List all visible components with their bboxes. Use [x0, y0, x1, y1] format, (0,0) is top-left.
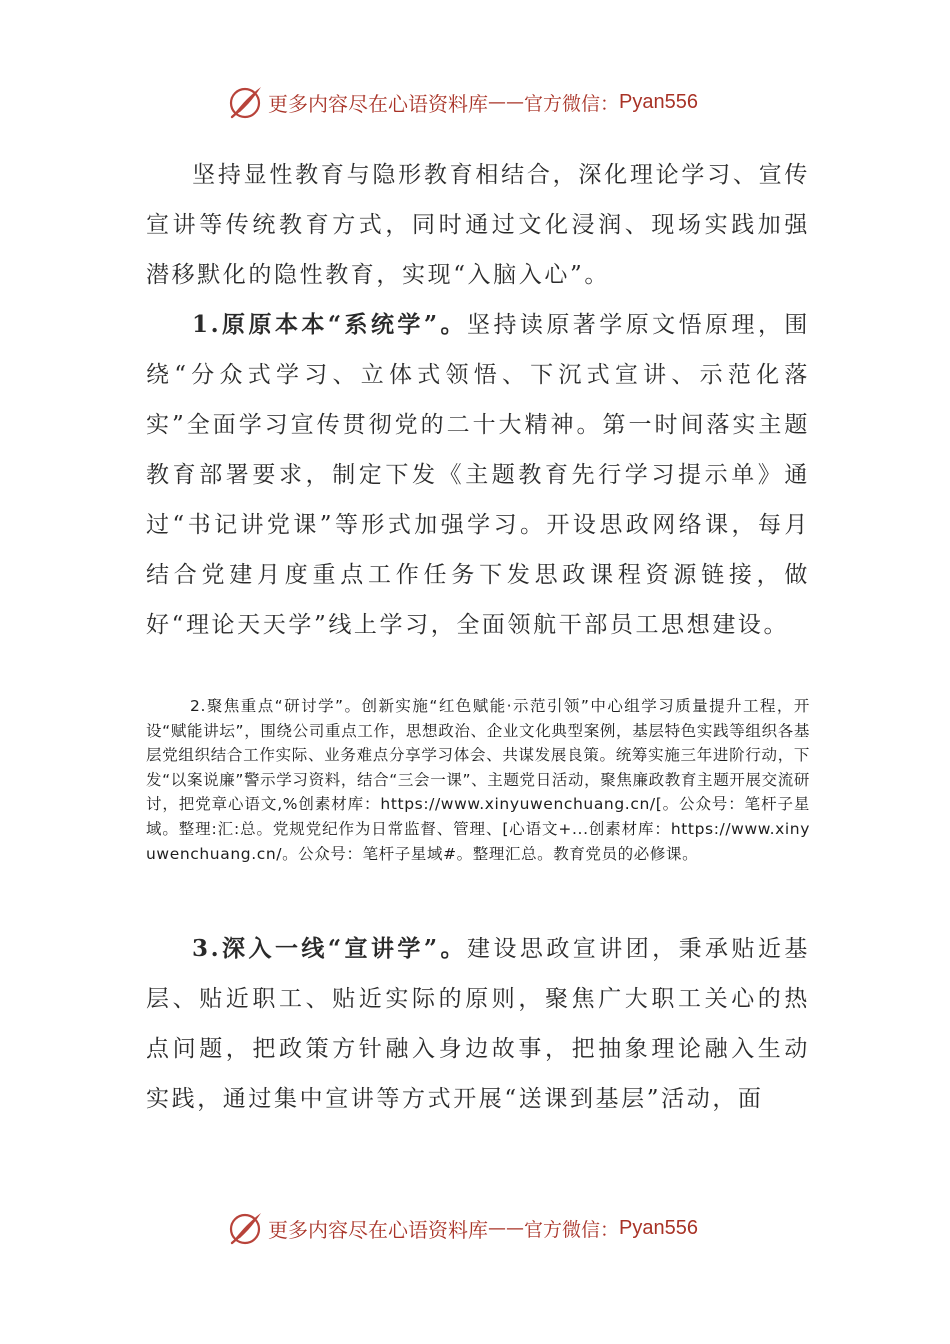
- quill-pen-logo-icon: [228, 84, 264, 120]
- item3-heading: 3.深入一线“宣讲学”。: [192, 935, 468, 962]
- item2-text: 2.聚焦重点“研讨学”。创新实施“红色赋能·示范引领”中心组学习质量提升工程，开设“赋能讲坛”，围绕公司重点工作，思想政治、企业文化典型案例，基层特色实践等组织各基层党组织结合工作实际、业务难点分享学习体会、共谋发展良策。统筹实施三年进阶行动，下发“以案说廉”警示学习资料，结合“三会一课”、主题党日活动，聚焦廉政教育主题开展交流研讨，把党章心语文,%创素材库：https://www.xinyuwenchuang.cn/[。公众号：笔杆子星域。整理:汇:总。党规党纪作为日常监督、管理、[心语文+...创素材库：https://www.xinyuwenchuang.cn/。公众号：笔杆子星域#。整理汇总。教育党员的必修课。: [146, 697, 810, 863]
- banner-wechat-id: Pyan556: [619, 90, 698, 113]
- banner-separator: ——: [488, 91, 524, 113]
- item3-paragraph: [146, 924, 810, 1124]
- banner-brand: 更多内容尽在心语资料库: [268, 91, 488, 116]
- banner-label: 官方微信：: [524, 1218, 620, 1241]
- header-banner: [228, 82, 748, 122]
- intro-paragraph: [146, 150, 810, 300]
- item1-heading: 1.原原本本“系统学”。: [192, 311, 468, 338]
- banner-wechat-id: Pyan556: [619, 1216, 698, 1239]
- item1-text: 坚持读原著学原文悟原理，围绕“分众式学习、立体式领悟、下沉式宣讲、示范化落实”全面学习宣传贯彻党的二十大精神。第一时间落实主题教育部署要求，制定下发《主题教育先行学习提示单》通过“书记讲党课”等形式加强学习。开设思政网络课，每月结合党建月度重点工作任务下发思政课程资源链接，做好“理论天天学”线上学习，全面领航干部员工思想建设。: [146, 312, 810, 638]
- footer-banner: [228, 1208, 748, 1248]
- banner-label: 官方微信：: [524, 92, 620, 115]
- banner-brand: 更多内容尽在心语资料库: [268, 1217, 488, 1242]
- quill-pen-logo-icon: [228, 1210, 264, 1246]
- item3-text: 建设思政宣讲团，秉承贴近基层、贴近职工、贴近实际的原则，聚焦广大职工关心的热点问题，把政策方针融入身边故事，把抽象理论融入生动实践，通过集中宣讲等方式开展“送课到基层”活动，面: [146, 936, 810, 1112]
- item2-paragraph: [146, 694, 810, 866]
- item1-paragraph: [146, 300, 810, 650]
- banner-separator: ——: [488, 1217, 524, 1239]
- intro-text: 坚持显性教育与隐形教育相结合，深化理论学习、宣传宣讲等传统教育方式，同时通过文化浸润、现场实践加强潜移默化的隐性教育，实现“入脑入心”。: [146, 162, 810, 288]
